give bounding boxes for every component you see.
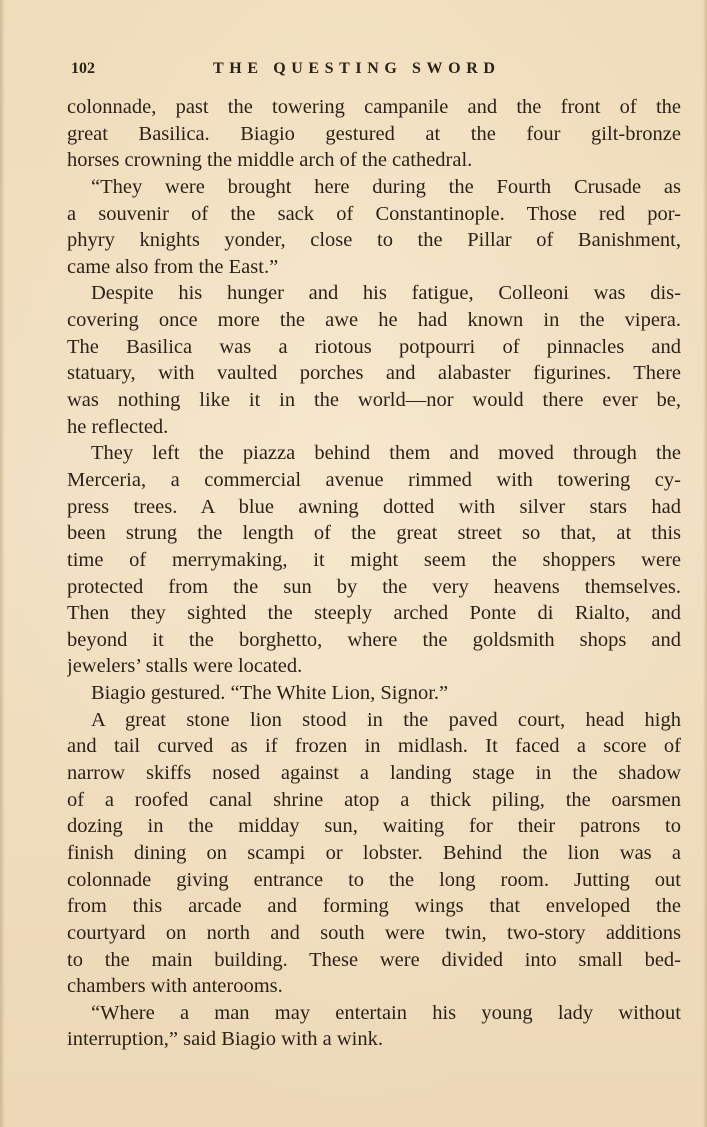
running-head — [71, 60, 683, 84]
text-line: statuary, with vaulted porches and alabaster figurines. There — [67, 362, 681, 385]
text-line: Biagio gestured. “The White Lion, Signor.” — [91, 682, 449, 705]
text-line: chambers with anterooms. — [67, 975, 283, 998]
text-line: protected from the sun by the very heavens themselves. — [67, 575, 681, 598]
text-line: a souvenir of the sack of Constantinople. Those red por- — [67, 202, 681, 225]
text-line: “Where a man may entertain his young lady without — [91, 1001, 681, 1024]
text-line: jewelers’ stalls were located. — [67, 655, 303, 678]
text-line: horses crowning the middle arch of the cathedral. — [67, 149, 473, 172]
text-line: from this arcade and forming wings that enveloped the — [67, 895, 681, 918]
text-line: Despite his hunger and his fatigue, Colleoni was dis- — [91, 282, 681, 305]
text-line: to the main building. These were divided into small bed- — [67, 948, 681, 971]
body-text — [67, 94, 681, 1053]
text-line: and tail curved as if frozen in midlash. It faced a score of — [67, 735, 681, 758]
text-line: finish dining on scampi or lobster. Behind the lion was a — [67, 841, 681, 864]
text-line: Merceria, a commercial avenue rimmed with towering cy- — [67, 468, 681, 491]
text-line: of a roofed canal shrine atop a thick piling, the oarsmen — [67, 788, 681, 811]
text-line: Then they sighted the steeply arched Ponte di Rialto, and — [67, 602, 681, 625]
text-line: was nothing like it in the world—nor would there ever be, — [67, 389, 681, 412]
text-line: dozing in the midday sun, waiting for their patrons to — [67, 815, 681, 838]
text-line: courtyard on north and south were twin, two-story additions — [67, 921, 681, 944]
text-line: time of merrymaking, it might seem the shoppers were — [67, 548, 681, 571]
page-number: 102 — [71, 60, 95, 77]
text-line: interruption,” said Biagio with a wink. — [67, 1028, 383, 1051]
running-title: THE QUESTING SWORD — [213, 60, 501, 77]
text-line: colonnade, past the towering campanile and the front of the — [67, 96, 681, 118]
text-line: The Basilica was a riotous potpourri of pinnacles and — [67, 335, 681, 358]
text-line: been strung the length of the great street so that, at this — [67, 522, 681, 545]
text-line: “They were brought here during the Fourth Crusade as — [91, 175, 681, 198]
text-line: They left the piazza behind them and moved through the — [91, 442, 681, 465]
text-line: great Basilica. Biagio gestured at the four gilt-bronze — [67, 122, 681, 145]
text-line: phyry knights yonder, close to the Pillar of Banishment, — [67, 229, 681, 252]
text-line: came also from the East.” — [67, 255, 279, 278]
text-line: covering once more the awe he had known in the vipera. — [67, 309, 681, 332]
text-line: colonnade giving entrance to the long room. Jutting out — [67, 868, 681, 891]
text-line: beyond it the borghetto, where the goldsmith shops and — [67, 628, 681, 651]
text-line: narrow skiffs nosed against a landing stage in the shadow — [67, 762, 681, 785]
text-line: press trees. A blue awning dotted with silver stars had — [67, 495, 681, 518]
text-line: he reflected. — [67, 415, 169, 438]
text-line: A great stone lion stood in the paved court, head high — [91, 708, 681, 731]
